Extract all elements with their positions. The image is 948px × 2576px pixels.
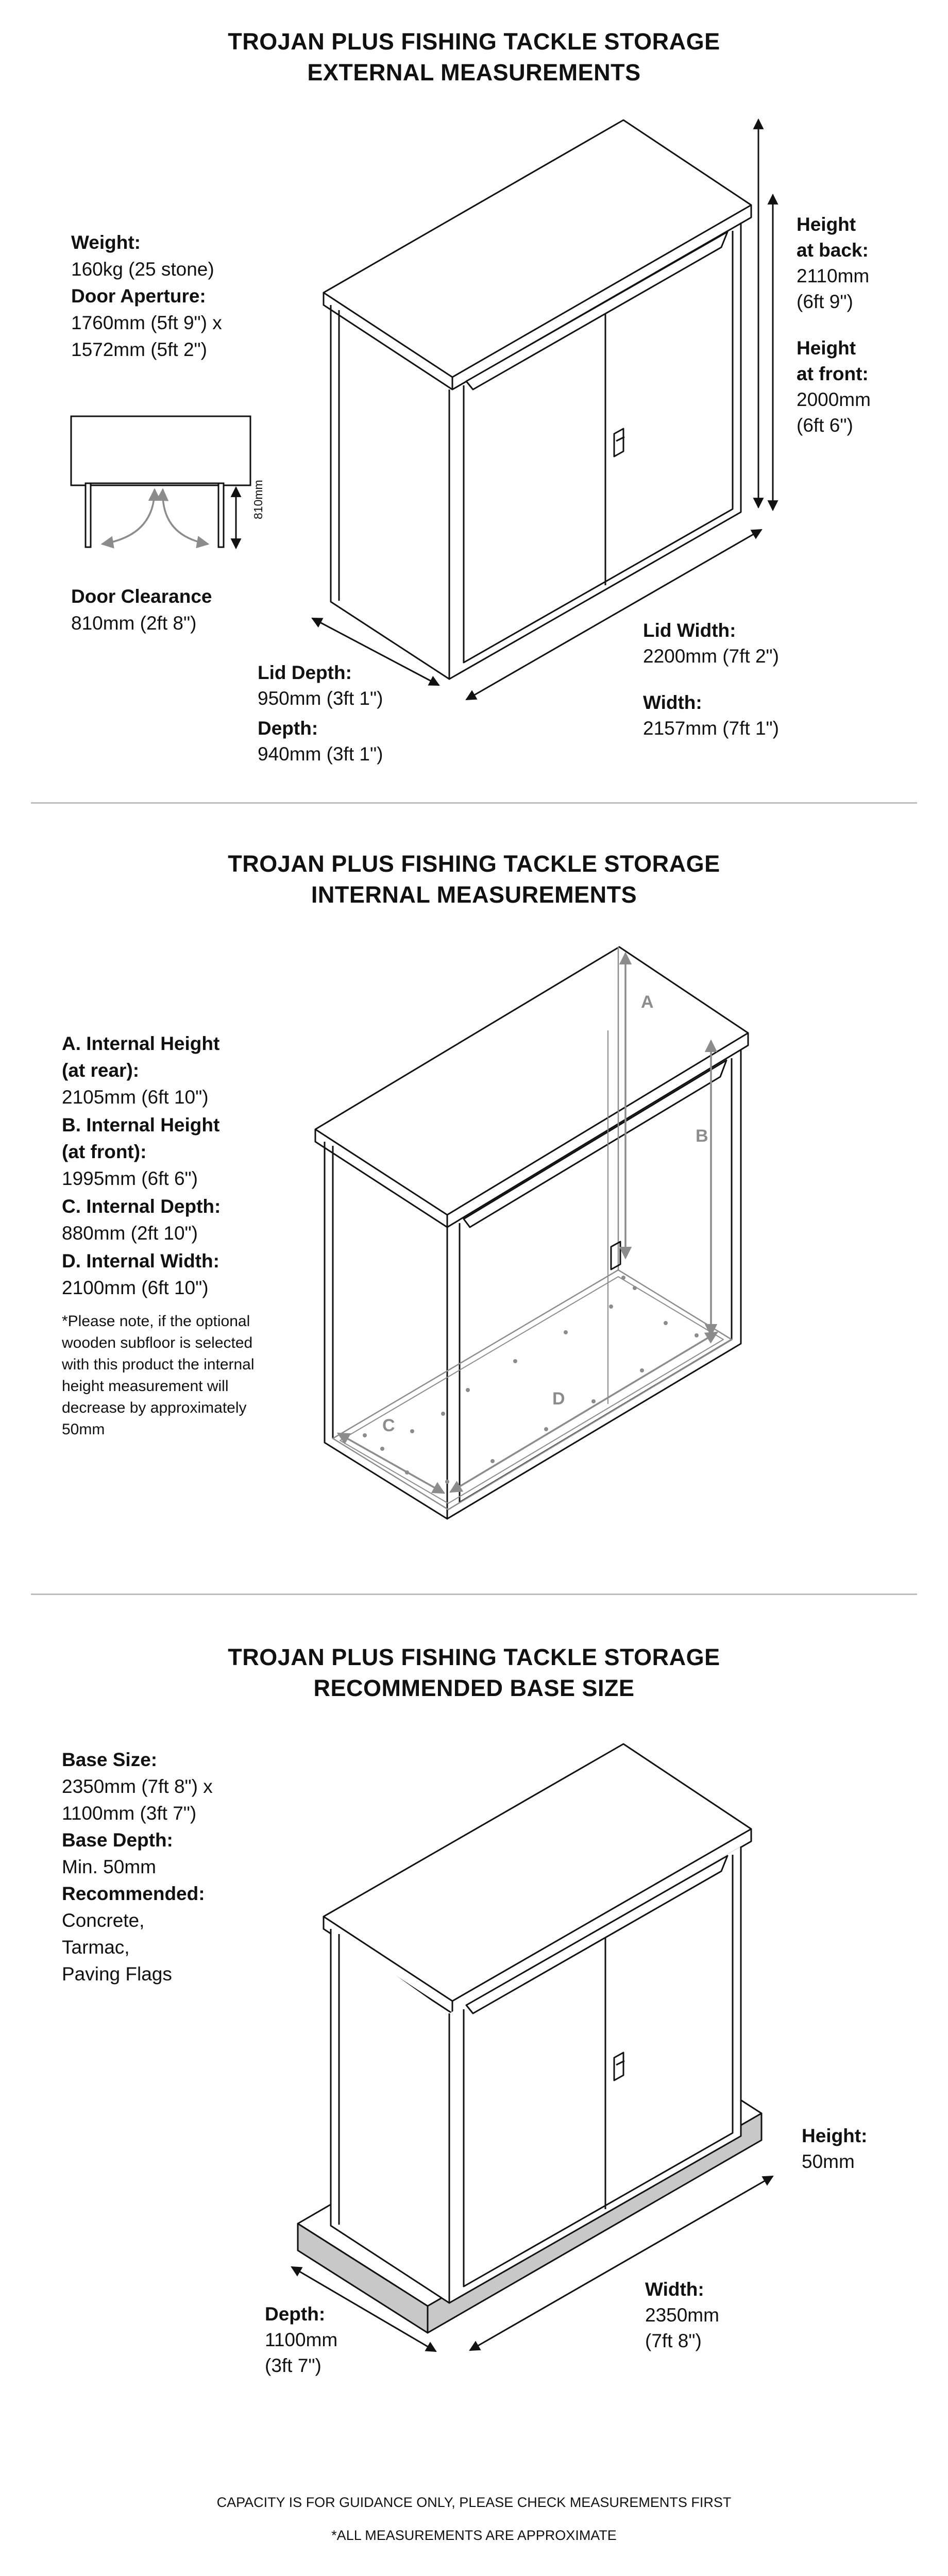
depth-value: 940mm (3ft 1"): [258, 743, 383, 765]
external-title-line2: EXTERNAL MEASUREMENTS: [307, 59, 641, 86]
base-width-value-2: (7ft 8"): [645, 2330, 702, 2351]
internal-a-label-2: (at rear):: [62, 1060, 140, 1081]
footer-approx-note: *ALL MEASUREMENTS ARE APPROXIMATE: [331, 2528, 617, 2543]
internal-title-line1: TROJAN PLUS FISHING TACKLE STORAGE: [228, 851, 720, 877]
door-clearance-label: Door Clearance: [71, 586, 212, 607]
height-front-value-1: 2000mm: [797, 389, 871, 410]
base-size-label: Base Size:: [62, 1749, 158, 1770]
internal-note-6: 50mm: [62, 1421, 105, 1438]
lid-width-label: Lid Width:: [643, 620, 736, 641]
height-front-label-1: Height: [797, 337, 856, 359]
base-title-line2: RECOMMENDED BASE SIZE: [313, 1675, 635, 1701]
weight-value: 160kg (25 stone): [71, 259, 214, 280]
marker-a: A: [641, 992, 654, 1012]
base-size-value-2: 1100mm (3ft 7"): [62, 1803, 197, 1824]
internal-c-label: C. Internal Depth:: [62, 1196, 221, 1217]
height-back-label-2: at back:: [797, 240, 869, 261]
base-width-value-1: 2350mm: [645, 2304, 719, 2326]
base-depth-value: Min. 50mm: [62, 1856, 156, 1877]
lid-depth-label: Lid Depth:: [258, 662, 352, 683]
internal-c-value: 880mm (2ft 10"): [62, 1223, 198, 1244]
base-width-label: Width:: [645, 2279, 704, 2300]
base-depth2-value-2: (3ft 7"): [265, 2355, 321, 2376]
clearance-dim-label: 810mm: [251, 480, 265, 519]
height-back-label-1: Height: [797, 214, 856, 235]
base-height-label: Height:: [802, 2125, 868, 2146]
width-label: Width:: [643, 692, 702, 713]
base-height-value: 50mm: [802, 2151, 855, 2172]
internal-d-label: D. Internal Width:: [62, 1250, 219, 1272]
width-arrow: [466, 530, 761, 700]
height-back-value-1: 2110mm: [797, 265, 870, 286]
door-clearance-value: 810mm (2ft 8"): [71, 613, 197, 634]
marker-d: D: [552, 1389, 565, 1409]
internal-note-4: height measurement will: [62, 1378, 229, 1395]
base-depth-label: Base Depth:: [62, 1829, 173, 1851]
base-depth2-value-1: 1100mm: [265, 2329, 338, 2350]
door-aperture-label: Door Aperture:: [71, 285, 206, 307]
base-depth2-label: Depth:: [265, 2303, 326, 2325]
lid-width-value: 2200mm (7ft 2"): [643, 646, 780, 667]
recommended-label: Recommended:: [62, 1883, 205, 1904]
door-aperture-value-2: 1572mm (5ft 2"): [71, 339, 208, 360]
internal-floor: [333, 1270, 732, 1510]
internal-note-3: with this product the internal: [62, 1356, 255, 1373]
height-front-label-2: at front:: [797, 363, 869, 384]
footer-capacity-note: CAPACITY IS FOR GUIDANCE ONLY, PLEASE CHECK MEASUREMENTS FIRST: [216, 2495, 732, 2510]
internal-b-value: 1995mm (6ft 6"): [62, 1168, 198, 1189]
lid-depth-value: 950mm (3ft 1"): [258, 688, 383, 709]
weight-label: Weight:: [71, 232, 141, 253]
marker-b: B: [696, 1126, 708, 1146]
recommended-item-1: Concrete,: [62, 1910, 145, 1931]
recommended-item-2: Tarmac,: [62, 1937, 130, 1958]
internal-b-label-2: (at front):: [62, 1141, 147, 1162]
internal-note-1: *Please note, if the optional: [62, 1313, 250, 1330]
door-clearance-diagram: [71, 416, 250, 548]
separator-2: [31, 1594, 917, 1595]
internal-note-2: wooden subfloor is selected: [62, 1334, 253, 1351]
marker-c: C: [382, 1416, 395, 1435]
door-aperture-value-1: 1760mm (5ft 9") x: [71, 312, 222, 333]
recommended-item-3: Paving Flags: [62, 1963, 172, 1985]
height-front-value-2: (6ft 6"): [797, 415, 853, 436]
base-size-value-1: 2350mm (7ft 8") x: [62, 1776, 213, 1797]
external-title-line1: TROJAN PLUS FISHING TACKLE STORAGE: [228, 28, 720, 55]
width-value: 2157mm (7ft 1"): [643, 718, 780, 739]
depth-label: Depth:: [258, 718, 318, 739]
internal-note-5: decrease by approximately: [62, 1399, 247, 1416]
internal-width-d-arrow: [450, 1332, 717, 1492]
internal-d-value: 2100mm (6ft 10"): [62, 1277, 209, 1298]
base-diagram: [0, 1597, 948, 2401]
internal-a-value: 2105mm (6ft 10"): [62, 1087, 209, 1108]
internal-b-label-1: B. Internal Height: [62, 1114, 220, 1136]
base-title-line1: TROJAN PLUS FISHING TACKLE STORAGE: [228, 1644, 720, 1670]
height-back-value-2: (6ft 9"): [797, 291, 853, 312]
shed-lid: [324, 120, 751, 377]
internal-a-label-1: A. Internal Height: [62, 1033, 220, 1054]
internal-title-line2: INTERNAL MEASUREMENTS: [311, 882, 637, 908]
door-handle: [614, 429, 623, 456]
